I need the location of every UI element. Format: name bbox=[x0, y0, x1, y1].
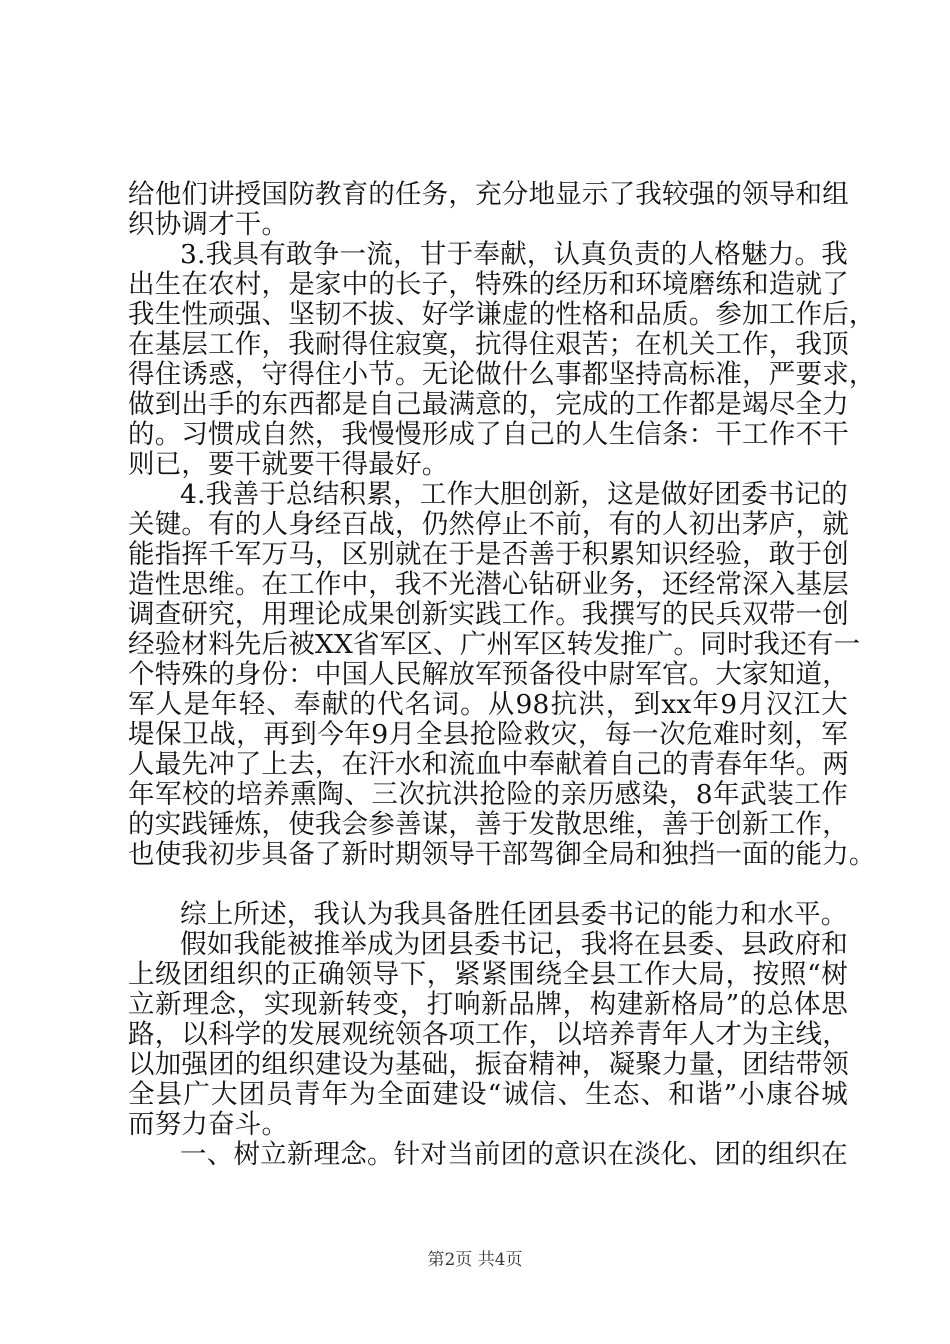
text-line: 关键。有的人身经百战，仍然停止不前，有的人初出茅庐，就 bbox=[128, 509, 849, 540]
text-line: 在基层工作，我耐得住寂寞，抗得住艰苦；在机关工作，我顶 bbox=[128, 329, 849, 360]
text-line: 综上所述，我认为我具备胜任团县委书记的能力和水平。 bbox=[180, 899, 848, 930]
text-line: 军人是年轻、奉献的代名词。从98抗洪，到xx年9月汉江大 bbox=[128, 689, 848, 720]
text-line: 经验材料先后被XX省军区、广州军区转发推广。同时我还有一 bbox=[128, 629, 861, 660]
text-line: 则已，要干就要干得最好。 bbox=[128, 449, 449, 480]
text-line: 的。习惯成自然，我慢慢形成了自己的人生信条：干工作不干 bbox=[128, 419, 849, 450]
text-line: 而努力奋斗。 bbox=[128, 1109, 289, 1140]
page-number: 第2页 共4页 bbox=[427, 1250, 523, 1270]
text-line: 一、树立新理念。针对当前团的意识在淡化、团的组织在 bbox=[180, 1139, 848, 1170]
text-line: 年军校的培养熏陶、三次抗洪抢险的亲历感染，8年武装工作 bbox=[128, 779, 848, 810]
text-line: 堤保卫战，再到今年9月全县抢险救灾，每一次危难时刻，军 bbox=[128, 719, 848, 750]
text-line: 全县广大团员青年为全面建设“诚信、生态、和谐”小康谷城 bbox=[128, 1079, 848, 1110]
text-line: 得住诱惑，守得住小节。无论做什么事都坚持高标准，严要求， bbox=[128, 359, 876, 390]
text-line: 也使我初步具备了新时期领导干部驾御全局和独挡一面的能力。 bbox=[128, 839, 876, 870]
text-line: 以加强团的组织建设为基础，振奋精神，凝聚力量，团结带领 bbox=[128, 1049, 849, 1080]
text-line: 路，以科学的发展观统领各项工作，以培养青年人才为主线， bbox=[128, 1019, 849, 1050]
text-line: 能指挥千军万马，区别就在于是否善于积累知识经验，敢于创 bbox=[128, 539, 849, 570]
text-line: 造性思维。在工作中，我不光潜心钻研业务，还经常深入基层 bbox=[128, 569, 849, 600]
text-line: 假如我能被推举成为团县委书记，我将在县委、县政府和 bbox=[180, 929, 848, 960]
text-line: 4.我善于总结积累，工作大胆创新，这是做好团委书记的 bbox=[180, 479, 848, 510]
text-line: 立新理念，实现新转变，打响新品牌，构建新格局”的总体思 bbox=[128, 989, 848, 1020]
text-line: 上级团组织的正确领导下，紧紧围绕全县工作大局，按照“树 bbox=[128, 959, 848, 990]
text-line: 织协调才干。 bbox=[128, 209, 289, 240]
text-line: 出生在农村，是家中的长子，特殊的经历和环境磨练和造就了 bbox=[128, 269, 849, 300]
text-line: 人最先冲了上去，在汗水和流血中奉献着自己的青春年华。两 bbox=[128, 749, 849, 780]
text-line: 3.我具有敢争一流，甘于奉献，认真负责的人格魅力。我 bbox=[180, 239, 848, 270]
text-line: 调查研究，用理论成果创新实践工作。我撰写的民兵双带一创 bbox=[128, 599, 849, 630]
text-line: 的实践锤炼，使我会参善谋，善于发散思维，善于创新工作， bbox=[128, 809, 849, 840]
text-line: 做到出手的东西都是自己最满意的，完成的工作都是竭尽全力 bbox=[128, 389, 849, 420]
text-line: 个特殊的身份：中国人民解放军预备役中尉军官。大家知道， bbox=[128, 659, 849, 690]
text-line: 我生性顽强、坚韧不拔、好学谦虚的性格和品质。参加工作后， bbox=[128, 299, 876, 330]
text-line: 给他们讲授国防教育的任务，充分地显示了我较强的领导和组 bbox=[128, 179, 849, 210]
